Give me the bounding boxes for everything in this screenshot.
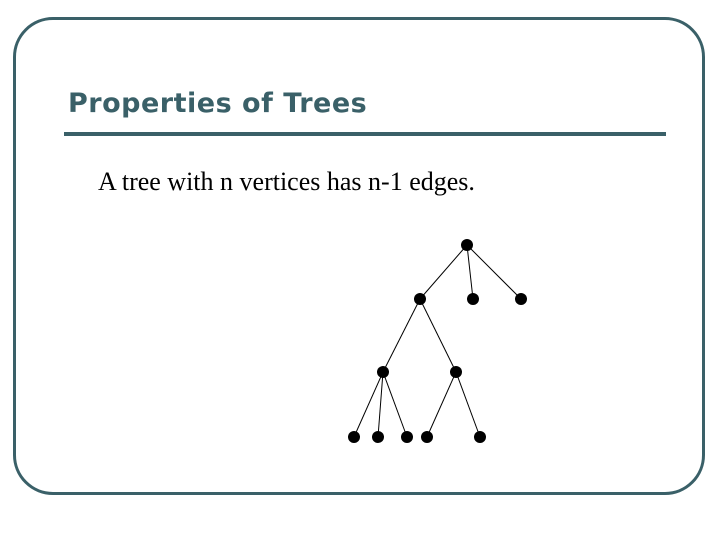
tree-node-i bbox=[421, 431, 433, 443]
tree-edge-root-b bbox=[467, 245, 473, 299]
tree-edge-root-a bbox=[420, 245, 467, 299]
tree-edge-e-i bbox=[427, 372, 456, 437]
tree-edge-a-d bbox=[383, 299, 420, 372]
tree-node-root bbox=[461, 239, 473, 251]
slide-title: Properties of Trees bbox=[68, 88, 368, 119]
tree-edge-e-j bbox=[456, 372, 480, 437]
tree-node-g bbox=[372, 431, 384, 443]
slide-statement: A tree with n vertices has n-1 edges. bbox=[98, 167, 475, 196]
tree-node-b bbox=[467, 293, 479, 305]
tree-node-a bbox=[414, 293, 426, 305]
tree-edge-d-h bbox=[383, 372, 407, 437]
tree-node-h bbox=[401, 431, 413, 443]
tree-node-e bbox=[450, 366, 462, 378]
tree-edges bbox=[354, 245, 521, 437]
tree-node-f bbox=[348, 431, 360, 443]
tree-edge-a-e bbox=[420, 299, 456, 372]
tree-node-c bbox=[515, 293, 527, 305]
tree-node-j bbox=[474, 431, 486, 443]
tree-node-d bbox=[377, 366, 389, 378]
tree-edge-root-c bbox=[467, 245, 521, 299]
